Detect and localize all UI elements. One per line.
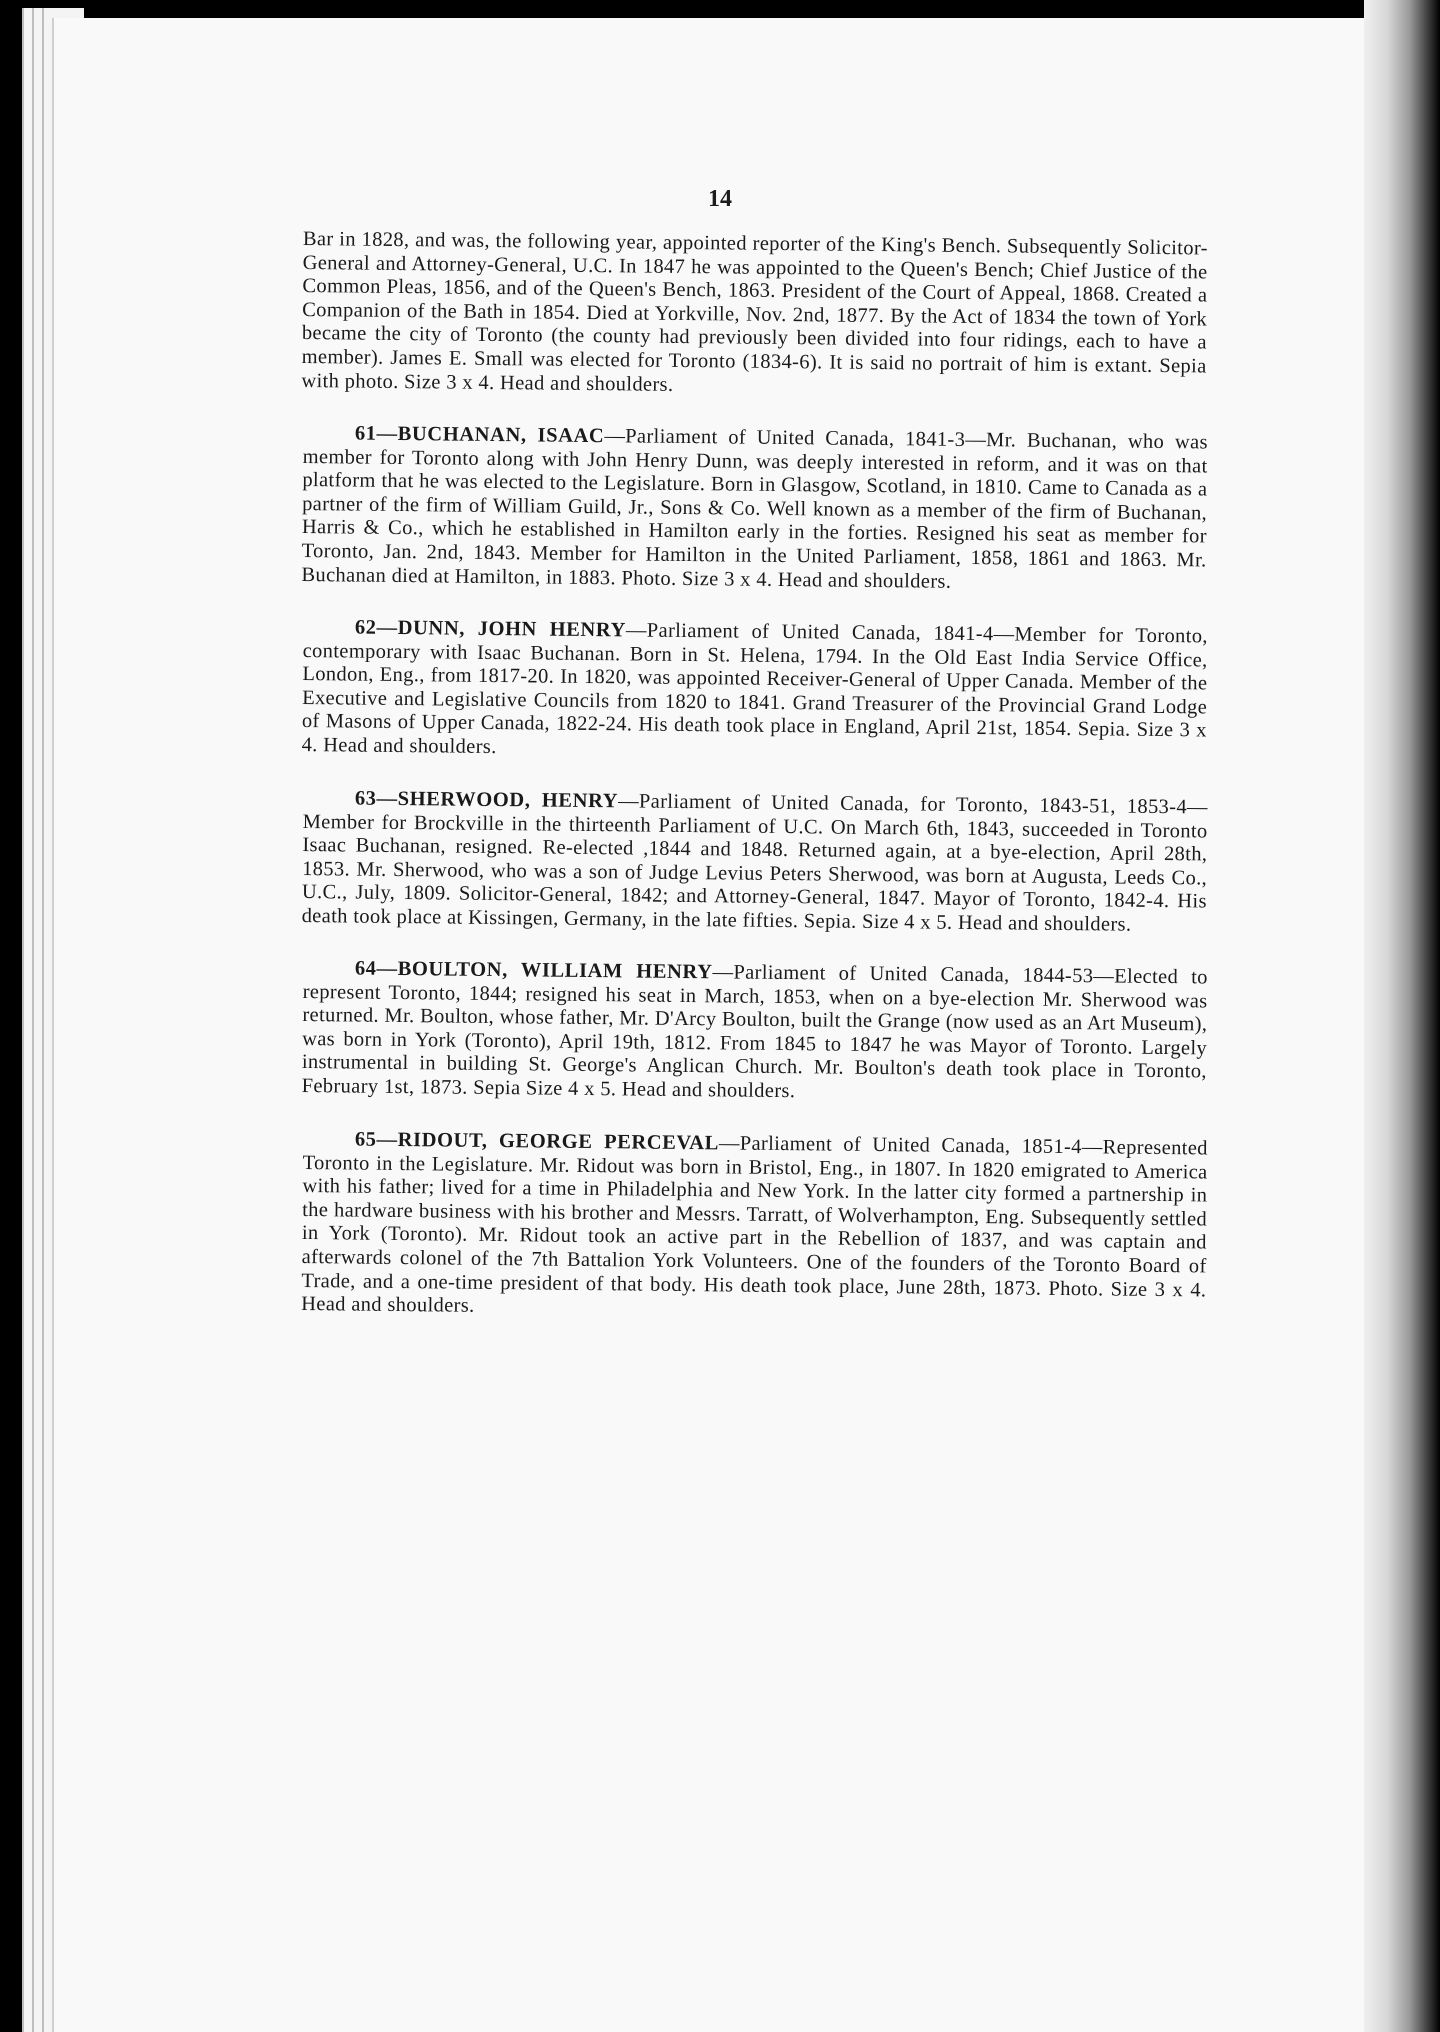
entry-64 [302,957,1208,1108]
entry-heading: 65—RIDOUT, GEORGE PERCEVAL [354,1128,720,1155]
entry-heading: 61—BUCHANAN, ISAAC [354,422,605,448]
page-text [303,228,1208,1346]
entry-heading: 64—BOULTON, WILLIAM HENRY [354,957,713,984]
entry-body: —Parliament of United Canada, for Toronto, 1843-51, 1853-4—Member for Brockville in the thirteenth Parliament of U.C. On March 6th, 1843, succeeded in Toronto Isaac Buchanan, resigned. Re-elected ,1844 and 1848. Returned again, at a bye-election, April 28th, 1853. Mr. Sherwood, who was a son of Judge Levius Peters Sherwood, was born at Augusta, Leeds Co., U.C., July, 1809. Solicitor-General, 1842; and Attorney-General, 1847. Mayor of Toronto, 1842-4. His death took place at Kissingen, Germany, in the late fifties. Sepia. Size 4 x 5. Head and shoulders. [301,790,1208,936]
entry-heading: 63—SHERWOOD, HENRY [354,787,619,813]
continuation-paragraph: Bar in 1828, and was, the following year, appointed reporter of the King's Bench. Subsequently Solicitor-General and Attorney-General, U.C. In 1847 he was appointed to the Queen's Bench; Chief Justice of the Common Pleas, 1856, and of the Queen's Bench, 1863. President of the Court of Appeal, 1868. Created a Companion of the Bath in 1854. Died at Yorkville, Nov. 2nd, 1877. By the Act of 1834 the town of York became the city of Toronto (the county had previously been divided into four ridings, each to have a member). James E. Small was elected for Toronto (1834-6). It is said no portrait of him is extant. Sepia with photo. Size 3 x 4. Head and shoulders. [301,228,1208,396]
entry-heading: 62—DUNN, JOHN HENRY [354,616,627,642]
entry-body: —Parliament of United Canada, 1844-53—Elected to represent Toronto, 1844; resigned his seat in March, 1853, when on a bye-election Mr. Sherwood was returned. Mr. Boulton, whose father, Mr. D'Arcy Boulton, built the Grange (now used as an Art Museum), was born in York (Toronto), April 19th, 1812. From 1845 to 1847 he was Mayor of Toronto. Largely instrumental in building St. George's Anglican Church. Mr. Boulton's death took place in Toronto, February 1st, 1873. Sepia Size 4 x 5. Head and shoulders. [301,961,1208,1103]
page-number: 14 [708,186,732,212]
entry-body: —Parliament of United Canada, 1841-4—Member for Toronto, contemporary with Isaac Buchanan. Born in St. Helena, 1794. In the Old East India Service Office, London, Eng., from 1817-20. In 1820, was appointed Receiver-General of Upper Canada. Member of the Executive and Legislative Councils from 1820 to 1841. Grand Treasurer of the Provincial Grand Lodge of Masons of Upper Canada, 1822-24. His death took place in England, April 21st, 1854. Sepia. Size 3 x 4. Head and shoulders. [301,619,1208,759]
entry-62 [302,616,1208,767]
entry-63 [302,787,1208,938]
page-gutter-shadow [1364,0,1440,2032]
entry-body: —Parliament of United Canada, 1851-4—Represented Toronto in the Legislature. Mr. Ridout was born in Bristol, Eng., in 1807. In 1820 emigrated to America with his father; lived for a time in Philadelphia and New York. In the latter city formed a partnership in the hardware business with his brother and Messrs. Tarratt, of Wolverhampton, Eng. Subsequently settled in York (Toronto). Mr. Ridout took an active part in the Rebellion of 1837, and was captain and afterwards colonel of the 7th Battalion York Volunteers. One of the founders of the Toronto Board of Trade, and a one-time president of that body. His death took place, June 28th, 1873. Photo. Size 3 x 4. Head and shoulders. [301,1132,1208,1317]
entry-body: —Parliament of United Canada, 1841-3—Mr. Buchanan, who was member for Toronto along with John Henry Dunn, was deeply interested in reform, and it was on that platform that he was elected to the Legislature. Born in Glasgow, Scotland, in 1810. Came to Canada as a partner of the firm of William Guild, Jr., Sons & Co. Well known as a member of the firm of Buchanan, Harris & Co., which he established in Hamilton early in the forties. Resigned his seat as member for Toronto, Jan. 2nd, 1843. Member for Hamilton in the United Parliament, 1858, 1861 and 1863. Mr. Buchanan died at Hamilton, in 1883. Photo. Size 3 x 4. Head and shoulders. [301,425,1208,593]
entry-65 [301,1128,1208,1326]
entry-61 [301,422,1208,597]
